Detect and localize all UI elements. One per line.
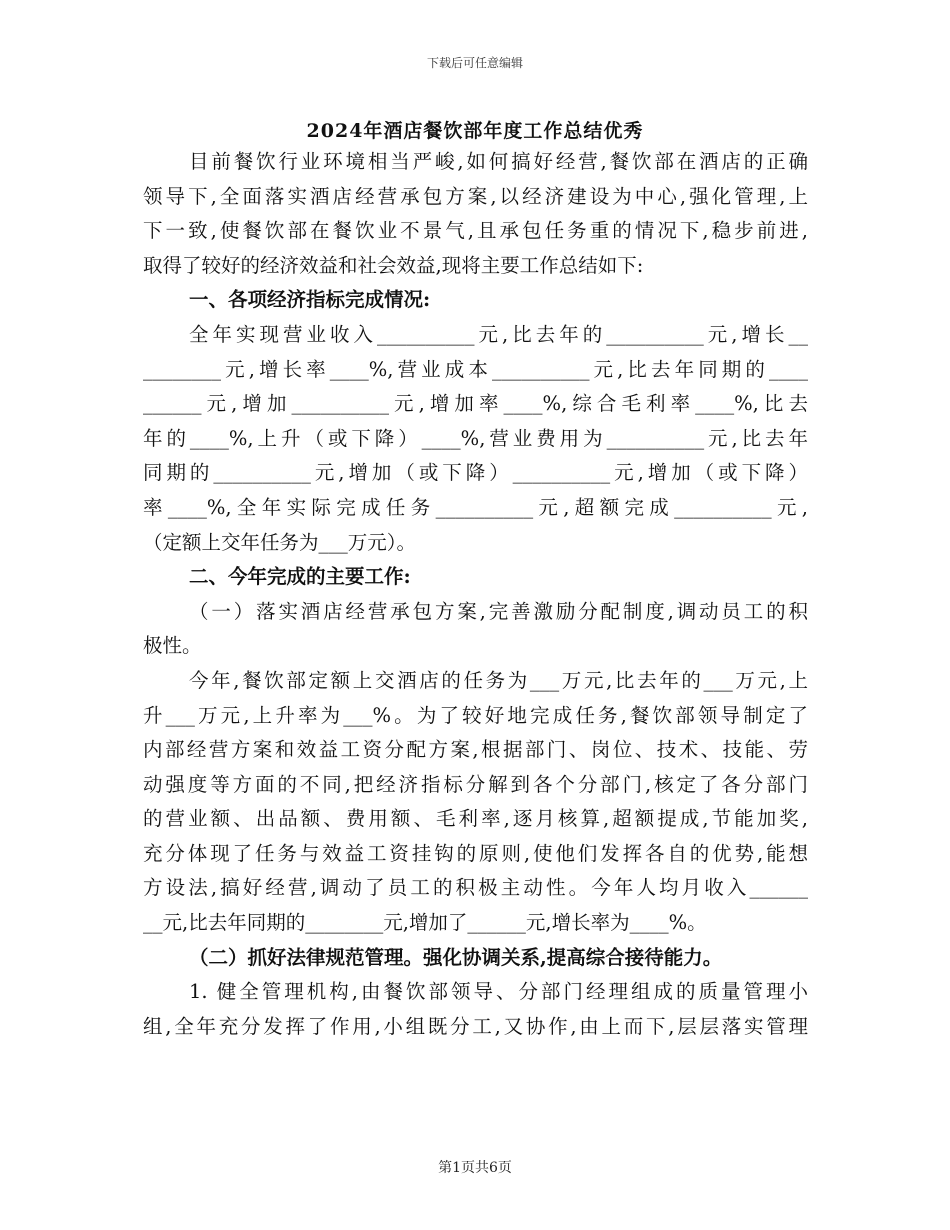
body-text-line: 动强度等方面的不同,把经济指标分解到各个分部门,核定了各分部门 (143, 772, 808, 796)
section-heading-line: 一、各项经济指标完成情况: (189, 288, 431, 312)
document-body (143, 145, 808, 1044)
body-text-line: 方设法,搞好经营,调动了员工的积极主动性。今年人均月收入______ (143, 876, 808, 900)
document-title: 2024年酒店餐饮部年度工作总结优秀 (306, 120, 644, 142)
page-header-note: 下载后可任意编辑 (426, 56, 523, 70)
body-text-line: 率____%,全年实际完成任务__________元,超额完成__________元, (143, 495, 808, 519)
section-heading-line: （二）抓好法律规范管理。强化协调关系,提高综合接待能力。 (189, 945, 723, 969)
body-text-line: ________元,增长率____%,营业成本__________元,比去年同期的____ (143, 357, 808, 381)
body-text-line: 的营业额、出品额、费用额、毛利率,逐月核算,超额提成,节能加奖, (143, 807, 808, 831)
body-text-line: 年的____%,上升（或下降）____%,营业费用为__________元,比去年 (143, 426, 808, 450)
page-footer-number: 第1页共6页 (438, 1160, 512, 1176)
body-text-line: 同期的__________元,增加（或下降）__________元,增加（或下降） (143, 461, 808, 485)
section-heading-line: 二、今年完成的主要工作: (189, 565, 411, 589)
body-text-line: 组,全年充分发挥了作用,小组既分工,又协作,由上而下,层层落实管理 (143, 1014, 808, 1038)
body-text-line: 取得了较好的经济效益和社会效益,现将主要工作总结如下: (143, 253, 644, 277)
body-text-line: （定额上交年任务为___万元）。 (143, 530, 417, 554)
body-text-line: __元,比去年同期的________元,增加了______元,增长率为____%。 (143, 911, 707, 935)
body-text-line: （一）落实酒店经营承包方案,完善激励分配制度,调动员工的积 (189, 599, 808, 623)
body-text-line: ______元,增加__________元,增加率____%,综合毛利率____%,比去 (143, 392, 808, 416)
body-text-line: 内部经营方案和效益工资分配方案,根据部门、岗位、技术、技能、劳 (143, 738, 808, 762)
body-text-line: 目前餐饮行业环境相当严峻,如何搞好经营,餐饮部在酒店的正确 (189, 150, 808, 173)
body-text-line: 升___万元,上升率为___%。为了较好地完成任务,餐饮部领导制定了 (143, 703, 808, 727)
body-text-line: 1. 健全管理机构,由餐饮部领导、分部门经理组成的质量管理小 (189, 980, 808, 1004)
body-text-line: 全年实现营业收入__________元,比去年的__________元,增长__ (189, 322, 808, 346)
body-text-line: 充分体现了任务与效益工资挂钩的原则,使他们发挥各自的优势,能想 (143, 841, 808, 865)
body-text-line: 极性。 (143, 634, 202, 658)
body-text-line: 下一致,使餐饮部在餐饮业不景气,且承包任务重的情况下,稳步前进, (143, 219, 808, 243)
body-text-line: 领导下,全面落实酒店经营承包方案,以经济建设为中心,强化管理,上 (143, 184, 808, 208)
body-text-line: 今年,餐饮部定额上交酒店的任务为___万元,比去年的___万元,上 (189, 668, 808, 692)
